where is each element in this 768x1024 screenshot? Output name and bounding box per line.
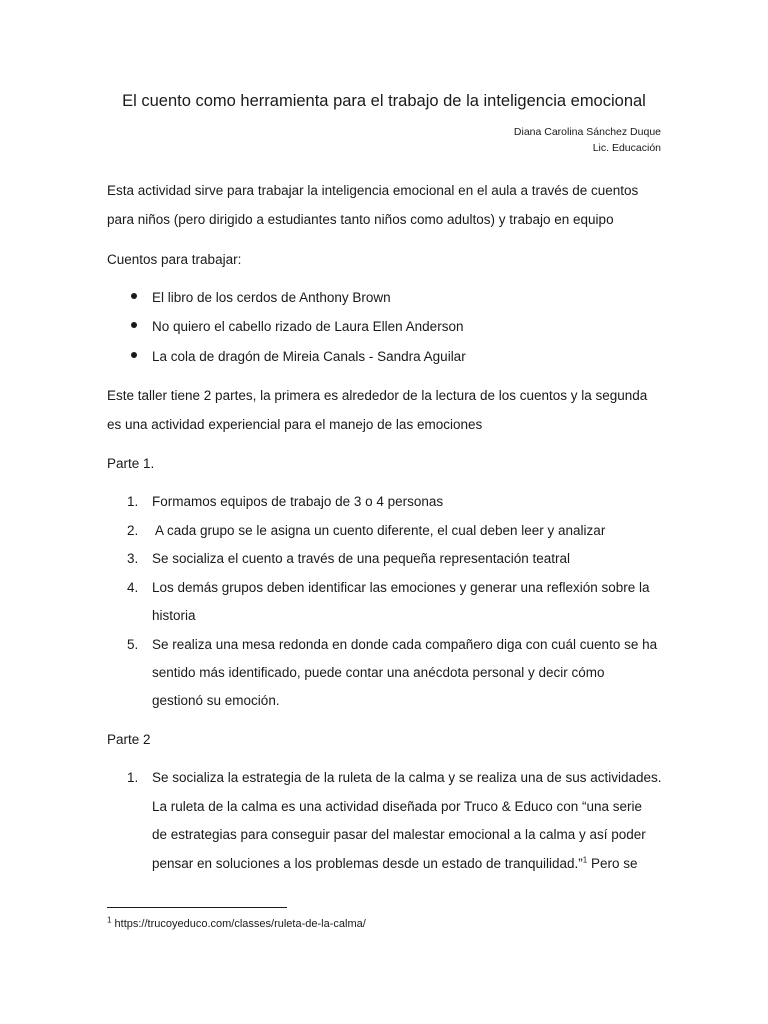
document-page: El cuento como herramienta para el trabajo de la inteligencia emocional Diana Carolina Sánchez Duque Lic. Educación Esta actividad sirve para trabajar la inteligencia emocional en el aula a través de cuentos para niños (pero dirigido a estudiantes tanto niños como adultos) y trabajo en equipo Cuentos para trabajar: El libro de los cerdos de Anthony Brown No quiero el cabello rizado de Laura Ellen Anderson La cola de dragón de Mireia Canals - Sandra Aguilar Este taller tiene 2 partes, la primera es alrededor de la lectura de los cuentos y la segunda es una actividad experiencial para el manejo de las emociones Parte 1. 1. Formamos equipos de trabajo de 3 o 4 personas 2. A cada grupo se le asigna un cuento diferente, el cual deben leer y analizar 3. Se socializa el cuento a través de una pequeña representación teatral 4. Los demás grupos deben identificar las emociones y generar una reflexión sobre la historia 5. Se realiza una mesa redonda en donde cada compañero diga con cuál cuento se ha sentido más identificado, puede contar una anécdota personal y decir cómo gestionó su emoción. Parte 2 1. Se socializa la estrategia de la ruleta de la calma y se realiza una de sus actividades. La ruleta de la calma es una actividad diseñada por Truco & Educo con “una serie de estrategias para conseguir pasar del malestar emocional a la calma y así poder pensar en soluciones a los problemas desde un estado de tranquilidad.”$^1$ Pero se $^1$ https://trucoyeduco.com/classes/ruleta-de-la-calma/ bbox=[0, 0, 768, 1024]
author-name: Diana Carolina Sánchez Duque bbox=[513, 126, 661, 138]
taller-paragraph bbox=[107, 381, 663, 439]
text-line: para niños (pero dirigido a estudiantes tanto niños como adultos) y trabajo en equipo bbox=[107, 212, 614, 227]
item-number: 1. bbox=[127, 770, 139, 785]
author-role: Lic. Educación bbox=[592, 142, 661, 154]
bullet-icon bbox=[131, 293, 137, 299]
bullet-icon bbox=[131, 352, 137, 358]
bullet-icon bbox=[131, 322, 137, 328]
parte1-heading: Parte 1. bbox=[107, 456, 155, 471]
footnote-reference[interactable]: 1 bbox=[582, 855, 588, 865]
intro-paragraph bbox=[107, 176, 663, 234]
footnote-mark: 1 bbox=[107, 915, 112, 925]
text-line: es una actividad experiencial para el manejo de las emociones bbox=[107, 417, 483, 432]
footnote bbox=[107, 916, 366, 932]
document-title: El cuento como herramienta para el trabajo de la inteligencia emocional bbox=[122, 92, 646, 110]
parte2-heading: Parte 2 bbox=[107, 732, 151, 747]
item-number: 5. bbox=[127, 637, 139, 652]
item-number: 2. bbox=[127, 523, 139, 538]
item-number: 1. bbox=[127, 494, 139, 509]
text-line: Este taller tiene 2 partes, la primera es alrededor de la lectura de los cuentos y la segunda bbox=[107, 388, 648, 403]
footnote-divider bbox=[107, 907, 287, 908]
footnote-link[interactable]: https://trucoyeduco.com/classes/ruleta-de-la-calma/ bbox=[114, 918, 366, 930]
item-number: 4. bbox=[127, 580, 139, 595]
cuentos-heading: Cuentos para trabajar: bbox=[107, 252, 242, 267]
item-number: 3. bbox=[127, 551, 139, 566]
text-line: Esta actividad sirve para trabajar la inteligencia emocional en el aula a través de cuentos bbox=[107, 183, 639, 198]
